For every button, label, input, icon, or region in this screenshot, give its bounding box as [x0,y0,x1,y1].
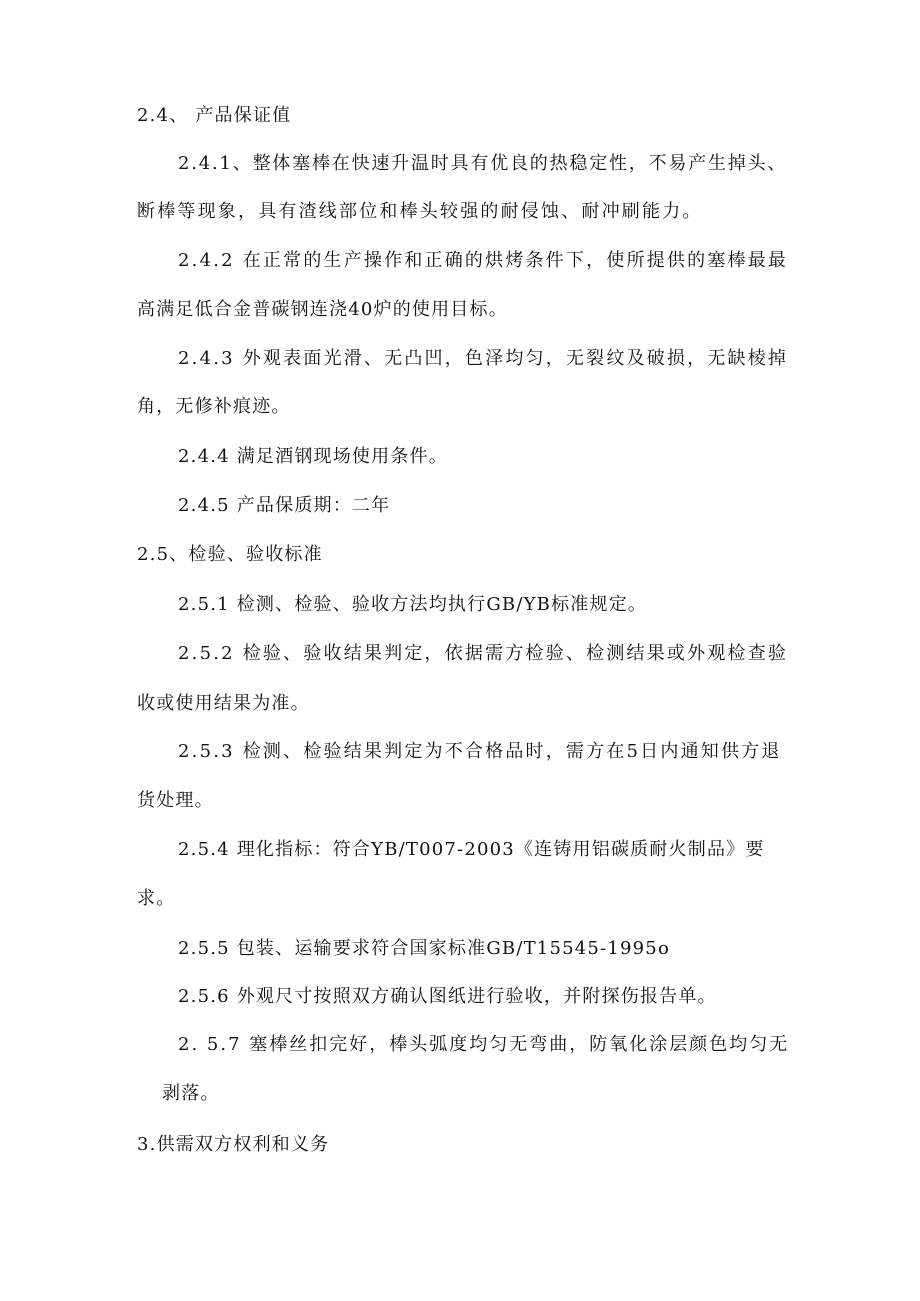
item-2-5-7-line2: 剥落。 [162,1083,220,1104]
section-2-4-heading: 2.4、 产品保证值 [137,105,292,126]
item-2-5-5: 2.5.5 包装、运输要求符合国家标准GB/T15545-1995o [178,938,670,959]
item-2-5-3-line1: 2.5.3 检测、检验结果判定为不合格品时，需方在5日内通知供方退 [178,741,782,762]
item-2-5-2-line1: 2.5.2 检验、验收结果判定，依据需方检验、检测结果或外观检查验 [178,643,789,664]
item-2-4-2-line1: 2.4.2 在正常的生产操作和正确的烘烤条件下，使所提供的塞棒最最 [178,250,789,271]
section-3-heading: 3.供需双方权利和义务 [137,1134,330,1155]
item-2-5-6: 2.5.6 外观尺寸按照双方确认图纸进行验收，并附探伤报告单。 [178,986,717,1007]
item-2-5-1: 2.5.1 检测、检验、验收方法均执行GB/YB标准规定。 [178,594,648,615]
item-2-5-4-line1: 2.5.4 理化指标：符合YB/T007-2003《连铸用铝碳质耐火制品》要 [178,839,765,860]
item-2-4-1-line1: 2.4.1、整体塞棒在快速升温时具有优良的热稳定性，不易产生掉头、 [178,153,788,174]
item-2-5-3-line2: 货处理。 [137,790,214,811]
item-2-4-3-line1: 2.4.3 外观表面光滑、无凸凹，色泽均匀，无裂纹及破损，无缺棱掉 [178,348,789,369]
item-2-5-2-line2: 收或使用结果为准。 [137,693,310,714]
item-2-4-3-line2: 角，无修补痕迹。 [137,396,291,417]
item-2-4-1-line2: 断棒等现象，具有渣线部位和棒头较强的耐侵蚀、耐冲刷能力。 [137,201,703,222]
item-2-5-4-line2: 求。 [137,888,176,909]
item-2-4-2-line2: 高满足低合金普碳钢连浇40炉的使用目标。 [137,299,508,320]
section-2-5-heading: 2.5、检验、验收标准 [137,544,323,565]
item-2-4-5: 2.4.5 产品保质期：二年 [178,495,391,516]
item-2-4-4: 2.4.4 满足酒钢现场使用条件。 [178,446,448,467]
item-2-5-7-line1: 2. 5.7 塞棒丝扣完好，棒头弧度均匀无弯曲，防氧化涂层颜色均匀无 [178,1034,790,1055]
